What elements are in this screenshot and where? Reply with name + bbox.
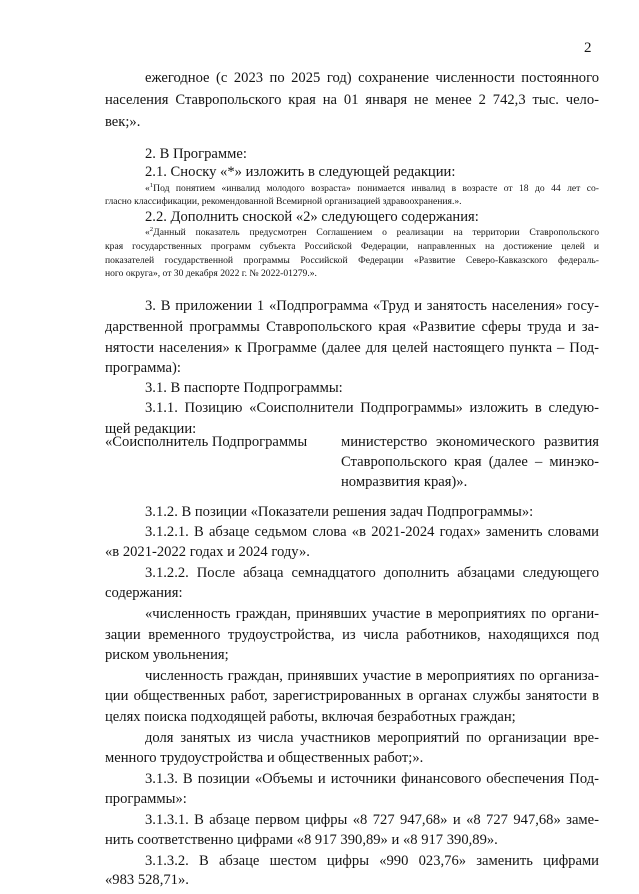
paragraph-line: 3.1.2.1. В абзаце седьмом слова «в 2021-2024 годах» заменить словами [145,524,599,540]
paragraph-line: 3. В приложении 1 «Подпрограмма «Труд и занятость населения» госу- [145,298,599,314]
table-left-cell: «Соисполнитель Подпрограммы [105,434,308,450]
footnote-line: показателей государственной программы Российской Федерации «Развитие Северо-Кавказского федераль- [105,255,599,266]
paragraph-line: 3.1.3.2. В абзаце шестом цифры «990 023,76» заменить цифрами [145,853,599,869]
table-right-line: министерство экономического развития [341,434,599,450]
section-heading: 2. В Программе: [145,146,247,162]
paragraph: 2.2. Дополнить сноской «2» следующего содержания: [145,209,479,225]
quoted-line: риском увольнения; [105,647,229,663]
table-right-line: номразвития края)». [341,474,468,490]
paragraph-line: 3.1.2.2. После абзаца семнадцатого дополнить абзацами следующего [145,565,599,581]
footnote-text: Под понятием «инвалид молодого возраста» понимается инвалид в возрасте от 18 до 44 лет со- [153,183,599,194]
footnote-line: края государственных программ субъекта Российской Федерации, направленных на достижение целей и [105,241,599,252]
paragraph-line: «983 528,71». [105,872,189,888]
footnote-marker: 1 [149,181,154,189]
quoted-line: менного трудоустройства и общественных работ;». [105,750,424,766]
quoted-line: доля занятых из числа участников мероприятий по организации вре- [145,730,599,746]
page-number: 2 [584,40,592,56]
quoted-line: «численность граждан, принявших участие в мероприятиях по органи- [145,606,599,622]
paragraph-line: «в 2021-2022 годах и 2024 году». [105,544,310,560]
table-right-line: Ставропольского края (далее – минэко- [341,454,599,470]
footnote-line: гласно классификации, рекомендованной Всемирной организацией здравоохранения.». [105,196,462,207]
quoted-line: целях поиска подходящей работы, включая безработных граждан; [105,709,516,725]
paragraph-line: содержания: [105,585,183,601]
intro-line: ежегодное (с 2023 по 2025 год) сохранение численности постоянного [145,70,599,86]
paragraph: 3.1.2. В позиции «Показатели решения задач Подпрограммы»: [145,504,534,520]
footnote-line: ного округа», от 30 декабря 2022 г. № 2022-01279.». [105,268,317,279]
footnote-line [145,226,599,239]
paragraph-line: программы»: [105,791,187,807]
paragraph-line: программа): [105,360,181,376]
footnote-text: Данный показатель предусмотрен Соглашением о реализации на территории Ставропольского [153,227,599,238]
paragraph: 3.1. В паспорте Подпрограммы: [145,380,343,396]
paragraph-line: 3.1.3.1. В абзаце первом цифры «8 727 947,68» и «8 727 947,68» заме- [145,812,599,828]
paragraph: 2.1. Сноску «*» изложить в следующей редакции: [145,164,456,180]
footnote-marker: 2 [149,225,154,233]
footnote-open-quote: « [145,227,150,238]
paragraph-line: дарственной программы Ставропольского края «Развитие сферы труда и за- [105,319,599,335]
paragraph-line: 3.1.3. В позиции «Объемы и источники финансового обеспечения Под- [145,771,599,787]
intro-line: населения Ставропольского края на 01 января не менее 2 742,3 тыс. чело- [105,92,599,108]
paragraph-line: нить соответственно цифрами «8 917 390,89» и «8 917 390,89». [105,832,498,848]
intro-line: век;». [105,114,141,130]
quoted-line: ции общественных работ, зарегистрированных в органах службы занятости в [105,688,599,704]
footnote-line [145,182,599,195]
paragraph-line: щей редакции: [105,421,197,437]
paragraph-line: нятости населения» к Программе (далее для целей настоящего пункта – Под- [105,340,599,356]
paragraph-line: 3.1.1. Позицию «Соисполнители Подпрограммы» изложить в следую- [145,400,599,416]
footnote-open-quote: « [145,183,150,194]
quoted-line: зации временного трудоустройства, из числа работников, находящихся под [105,627,599,643]
quoted-line: численность граждан, принявших участие в мероприятиях по организа- [145,668,599,684]
